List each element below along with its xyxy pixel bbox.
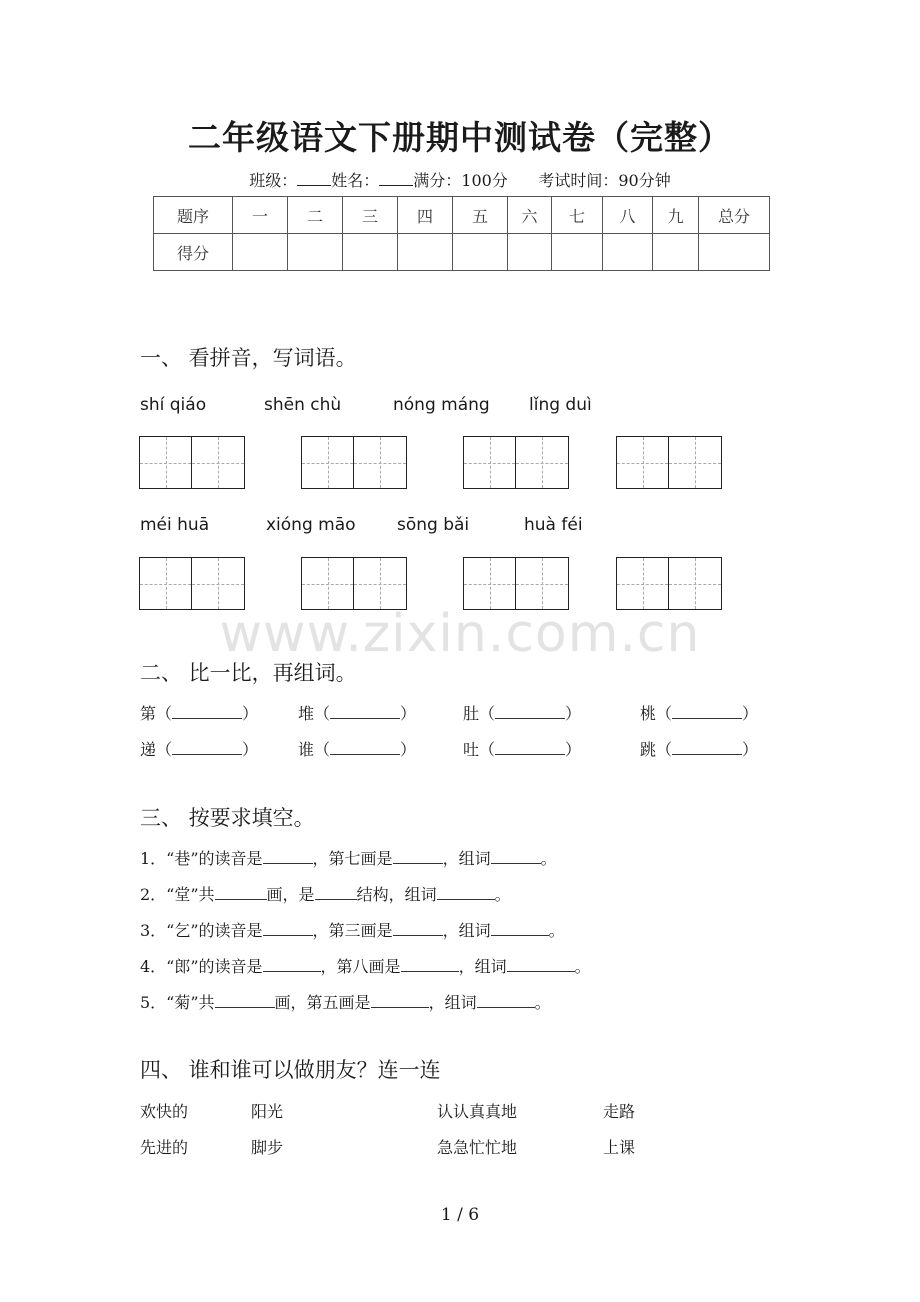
char-label: 递 <box>140 740 157 759</box>
answer-blank[interactable] <box>315 885 357 900</box>
fill-item-5 <box>140 990 551 1013</box>
pinyin-row-1 <box>0 395 920 415</box>
open-paren: （ <box>656 704 673 723</box>
answer-blank[interactable] <box>495 740 565 755</box>
answer-blank[interactable] <box>491 849 541 864</box>
score-table-header-row <box>154 197 770 234</box>
score-cell[interactable] <box>653 234 699 271</box>
answer-blank[interactable] <box>401 957 459 972</box>
open-paren: （ <box>314 704 331 723</box>
char-label: 肚 <box>463 704 480 723</box>
answer-blank[interactable] <box>393 921 443 936</box>
pinyin-label: shí qiáo <box>140 395 207 415</box>
open-paren: （ <box>479 740 496 759</box>
column-header: 九 <box>653 197 699 234</box>
score-cell[interactable] <box>398 234 453 271</box>
match-word[interactable]: 欢快的 <box>140 1102 189 1121</box>
match-word[interactable]: 上课 <box>603 1138 636 1157</box>
compare-item <box>140 737 258 760</box>
compare-item <box>140 701 258 724</box>
match-word[interactable]: 认认真真地 <box>437 1102 518 1121</box>
item-text: 3．“乞”的读音是 <box>140 921 263 940</box>
pinyin-label: sōng bǎi <box>397 515 470 535</box>
item-text: 5．“菊”共 <box>140 993 215 1012</box>
section-3-title: 三、 按要求填空。 <box>140 806 315 830</box>
item-text: 2．“堂”共 <box>140 885 215 904</box>
answer-blank[interactable] <box>263 849 313 864</box>
section-2-title: 二、 比一比，再组词。 <box>140 661 357 685</box>
open-paren: （ <box>479 704 496 723</box>
match-word[interactable]: 脚步 <box>251 1138 284 1157</box>
item-text: ，第三画是 <box>312 921 393 940</box>
item-text: 。 <box>574 957 591 976</box>
answer-blank[interactable] <box>495 704 565 719</box>
item-text: 。 <box>540 849 557 868</box>
item-text: ，组词 <box>458 957 507 976</box>
answer-blank[interactable] <box>330 740 400 755</box>
column-header: 五 <box>453 197 508 234</box>
answer-blank[interactable] <box>393 849 443 864</box>
compare-item <box>463 701 581 724</box>
char-label: 谁 <box>298 740 315 759</box>
class-blank <box>297 171 331 186</box>
open-paren: （ <box>656 740 673 759</box>
item-text: 1．“巷”的读音是 <box>140 849 263 868</box>
pinyin-label: shēn chù <box>264 395 342 415</box>
answer-blank[interactable] <box>371 993 429 1008</box>
class-label: 班级： <box>249 171 298 190</box>
item-text: ，组词 <box>442 849 491 868</box>
fill-item-4 <box>140 954 591 977</box>
close-paren: ） <box>742 704 759 723</box>
close-paren: ） <box>742 740 759 759</box>
page-title: 二年级语文下册期中测试卷（完整） <box>188 118 732 157</box>
close-paren: ） <box>242 704 259 723</box>
compare-item <box>298 737 416 760</box>
char-label: 桃 <box>640 704 657 723</box>
answer-blank[interactable] <box>172 740 242 755</box>
match-word[interactable]: 走路 <box>603 1102 636 1121</box>
column-header: 四 <box>398 197 453 234</box>
score-table <box>153 196 770 271</box>
writing-grid[interactable] <box>139 436 245 489</box>
score-cell[interactable] <box>603 234 653 271</box>
name-blank <box>379 171 413 186</box>
open-paren: （ <box>156 704 173 723</box>
compare-item <box>640 737 758 760</box>
writing-grid[interactable] <box>301 436 407 489</box>
item-text: ，组词 <box>442 921 491 940</box>
fill-item-3 <box>140 918 565 941</box>
compare-item <box>298 701 416 724</box>
score-cell[interactable] <box>508 234 552 271</box>
answer-blank[interactable] <box>263 957 321 972</box>
pinyin-row-2 <box>0 515 920 535</box>
column-header: 六 <box>508 197 552 234</box>
answer-blank[interactable] <box>477 993 535 1008</box>
row-header: 得分 <box>154 234 233 271</box>
item-text: 画，是 <box>266 885 315 904</box>
item-text: 画，第五画是 <box>274 993 371 1012</box>
score-cell[interactable] <box>288 234 343 271</box>
answer-blank[interactable] <box>672 704 742 719</box>
answer-blank[interactable] <box>215 993 275 1008</box>
item-text: ，第七画是 <box>312 849 393 868</box>
column-header: 七 <box>552 197 603 234</box>
answer-blank[interactable] <box>263 921 313 936</box>
open-paren: （ <box>314 740 331 759</box>
close-paren: ） <box>565 704 582 723</box>
column-header: 三 <box>343 197 398 234</box>
writing-grid[interactable] <box>301 557 407 610</box>
exam-time: 考试时间：90分钟 <box>538 171 671 190</box>
compare-item <box>463 737 581 760</box>
column-header: 八 <box>603 197 653 234</box>
pinyin-label: lǐng duì <box>529 395 592 415</box>
writing-grid[interactable] <box>463 436 569 489</box>
char-label: 第 <box>140 704 157 723</box>
item-text: ，组词 <box>428 993 477 1012</box>
answer-blank[interactable] <box>507 957 575 972</box>
score-cell[interactable] <box>552 234 603 271</box>
section-1-title: 一、 看拼音，写词语。 <box>140 346 357 370</box>
match-word[interactable]: 阳光 <box>251 1102 284 1121</box>
item-text: 。 <box>494 885 511 904</box>
column-header: 二 <box>288 197 343 234</box>
close-paren: ） <box>242 740 259 759</box>
compare-item <box>640 701 758 724</box>
item-text: 结构，组词 <box>356 885 437 904</box>
score-cell[interactable] <box>233 234 288 271</box>
pinyin-label: xióng māo <box>266 515 356 535</box>
char-label: 堆 <box>298 704 315 723</box>
full-score: 满分：100分 <box>413 171 508 190</box>
writing-grid[interactable] <box>463 557 569 610</box>
answer-blank[interactable] <box>672 740 742 755</box>
score-cell[interactable] <box>453 234 508 271</box>
score-cell[interactable] <box>699 234 770 271</box>
item-text: 4．“郎”的读音是 <box>140 957 263 976</box>
item-text: ，第八画是 <box>320 957 401 976</box>
exam-info <box>0 168 920 191</box>
writing-grid[interactable] <box>139 557 245 610</box>
answer-blank[interactable] <box>215 885 267 900</box>
pinyin-label: méi huā <box>140 515 210 535</box>
page-number: 1 / 6 <box>440 1205 480 1225</box>
close-paren: ） <box>565 740 582 759</box>
name-label: 姓名： <box>331 171 380 190</box>
score-table-score-row <box>154 234 770 271</box>
score-cell[interactable] <box>343 234 398 271</box>
pinyin-label: nóng máng <box>393 395 490 415</box>
answer-blank[interactable] <box>330 704 400 719</box>
answer-blank[interactable] <box>172 704 242 719</box>
close-paren: ） <box>400 704 417 723</box>
writing-grid[interactable] <box>616 436 722 489</box>
column-header: 总分 <box>699 197 770 234</box>
row-header: 题序 <box>154 197 233 234</box>
open-paren: （ <box>156 740 173 759</box>
answer-blank[interactable] <box>437 885 495 900</box>
pinyin-label: huà féi <box>524 515 583 535</box>
close-paren: ） <box>400 740 417 759</box>
item-text: 。 <box>534 993 551 1012</box>
item-text: 。 <box>548 921 565 940</box>
char-label: 跳 <box>640 740 657 759</box>
watermark: www.zixin.com.cn <box>219 604 701 664</box>
fill-item-1 <box>140 846 557 869</box>
char-label: 吐 <box>463 740 480 759</box>
answer-blank[interactable] <box>491 921 549 936</box>
column-header: 一 <box>233 197 288 234</box>
fill-item-2 <box>140 882 511 905</box>
writing-grid[interactable] <box>616 557 722 610</box>
section-4-title: 四、 谁和谁可以做朋友？连一连 <box>140 1058 441 1082</box>
match-word[interactable]: 急急忙忙地 <box>437 1138 518 1157</box>
match-word[interactable]: 先进的 <box>140 1138 189 1157</box>
